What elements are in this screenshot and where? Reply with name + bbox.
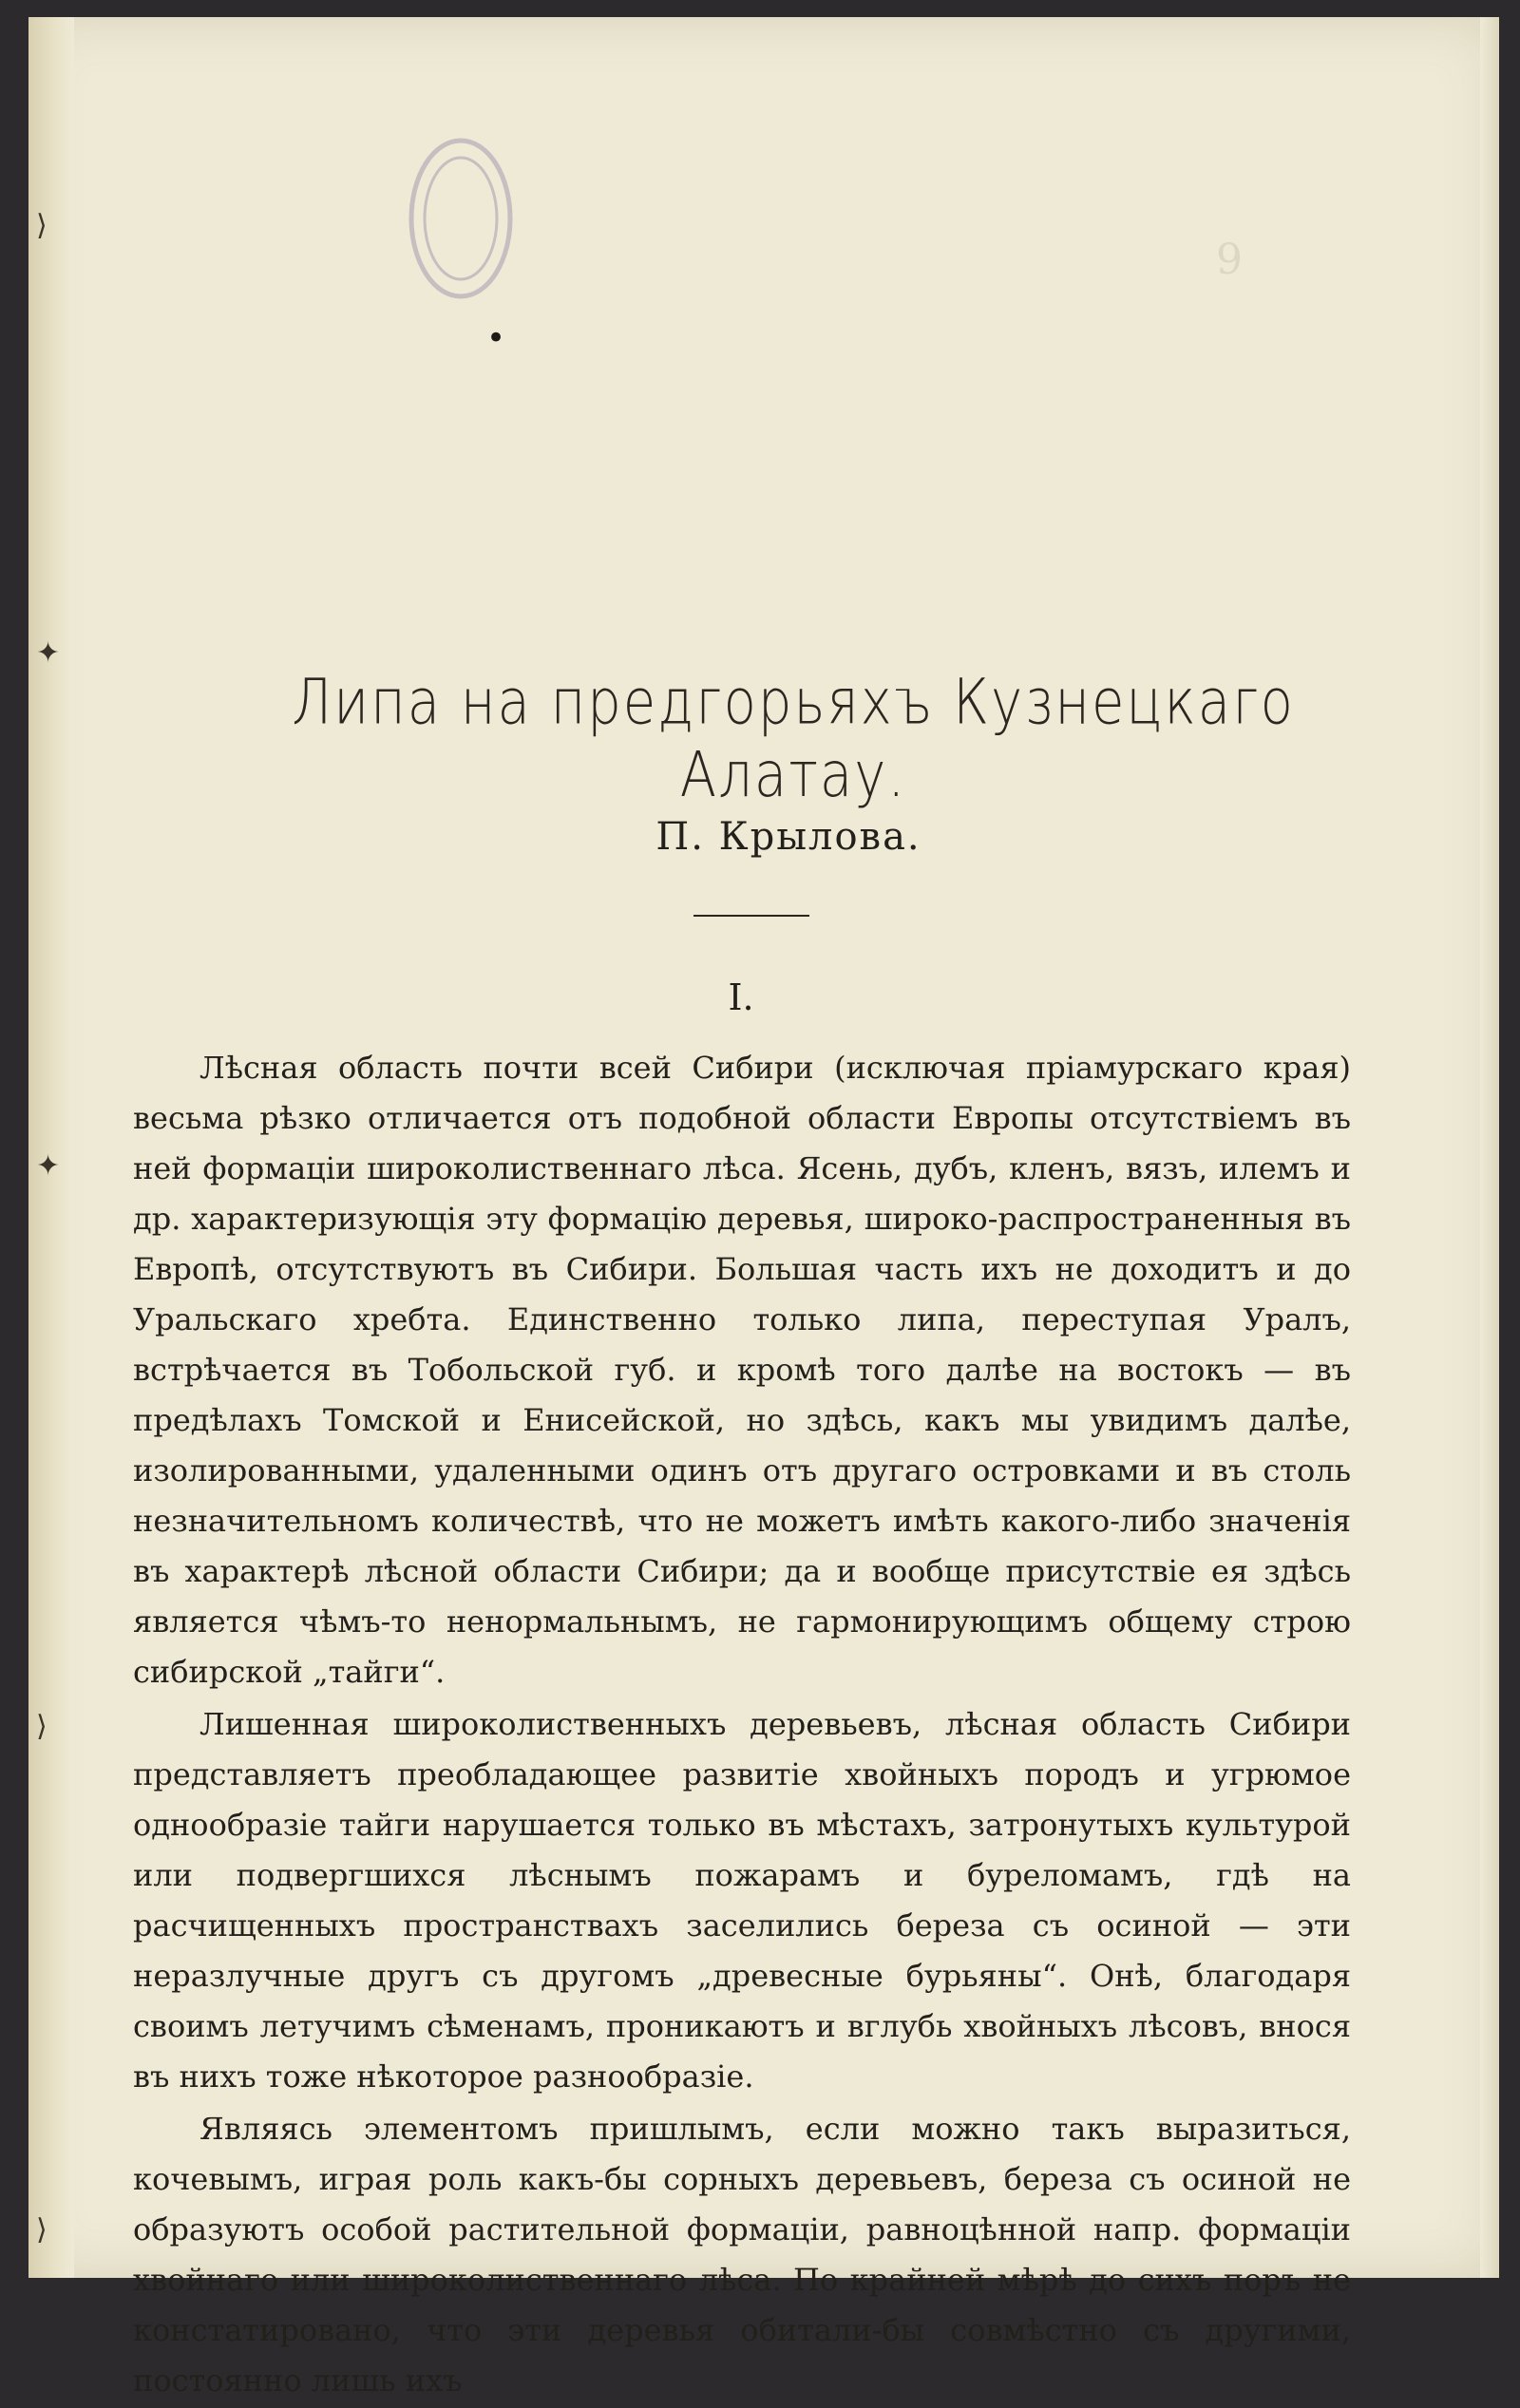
binding-thread-mark: ✦ — [36, 1149, 61, 1183]
binding-thread-mark: ✦ — [36, 636, 61, 670]
binding-thread-mark: ⟩ — [36, 1710, 48, 1743]
bleed-through-text: 9 — [1216, 236, 1243, 284]
binding-thread-mark: ⟩ — [36, 209, 48, 242]
article-body — [133, 1043, 1351, 2408]
binding-thread-mark: ⟩ — [36, 2213, 48, 2247]
article-title: Липа на предгорьяхъ Кузнецкаго Алатау. — [292, 666, 1295, 812]
title-divider — [694, 915, 809, 917]
paragraph: Лишенная широколиственныхъ деревьевъ, лѣсная область Сибири представляетъ преобладающее развитіе хвойныхъ породъ и угрюмое однообразіе тайги нарушается только въ мѣстахъ, затронутыхъ культурой или подвергшихся лѣснымъ пожарамъ и буреломамъ, гдѣ на расчищенныхъ пространствахъ заселились береза съ осиной — эти неразлучные другъ съ другомъ „древесные бурьяны“. Онѣ, благодаря своимъ летучимъ сѣменамъ, проникаютъ и вглубь хвойныхъ лѣсовъ, внося въ нихъ тоже нѣкоторое разнообразіе. — [133, 1706, 1351, 2095]
article-author: П. Крылова. — [656, 815, 922, 859]
paragraph: Лѣсная область почти всей Сибири (исключая пріамурскаго края) весьма рѣзко отличается отъ подобной области Европы отсутствіемъ въ ней формаціи широколиственнаго лѣса. Ясень, дубъ, кленъ, вязъ, илемъ и др. характеризующія эту формацію деревья, широко-распространенныя въ Европѣ, отсутствуютъ въ Сибири. Большая часть ихъ не доходитъ и до Уральскаго хребта. Единственно только липа, переступая Уралъ, встрѣчается въ Тобольской губ. и кромѣ того далѣе на востокъ — въ предѣлахъ Томской и Енисейской, но здѣсь, какъ мы увидимъ далѣе, изолированными, удаленными одинъ отъ другаго островками и въ столь незначительномъ количествѣ, что не можетъ имѣть какого-либо значенія въ характерѣ лѣсной области Сибири; да и вообще присутствіе ея здѣсь является чѣмъ-то ненормальнымъ, не гармонирующимъ общему строю сибирской „тайги“. — [133, 1050, 1351, 1690]
ink-dot: • — [486, 319, 506, 357]
page-edge — [1480, 17, 1499, 2278]
section-number: I. — [728, 976, 754, 1018]
paper-sheet — [28, 17, 1499, 2399]
binding-spine — [28, 17, 74, 2278]
library-stamp-icon — [404, 133, 518, 304]
paragraph: Являясь элементомъ пришлымъ, если можно такъ выразиться, кочевымъ, играя роль какъ-бы сорныхъ деревьевъ, береза съ осиной не образуютъ особой растительной формаціи, равноцѣнной напр. формаціи хвойнаго или широколиственнаго лѣса. По крайней мѣрѣ до сихъ поръ не констатировано, что эти деревья обитали-бы совмѣстно съ другими, постоянно лишь ихъ — [133, 2111, 1351, 2399]
